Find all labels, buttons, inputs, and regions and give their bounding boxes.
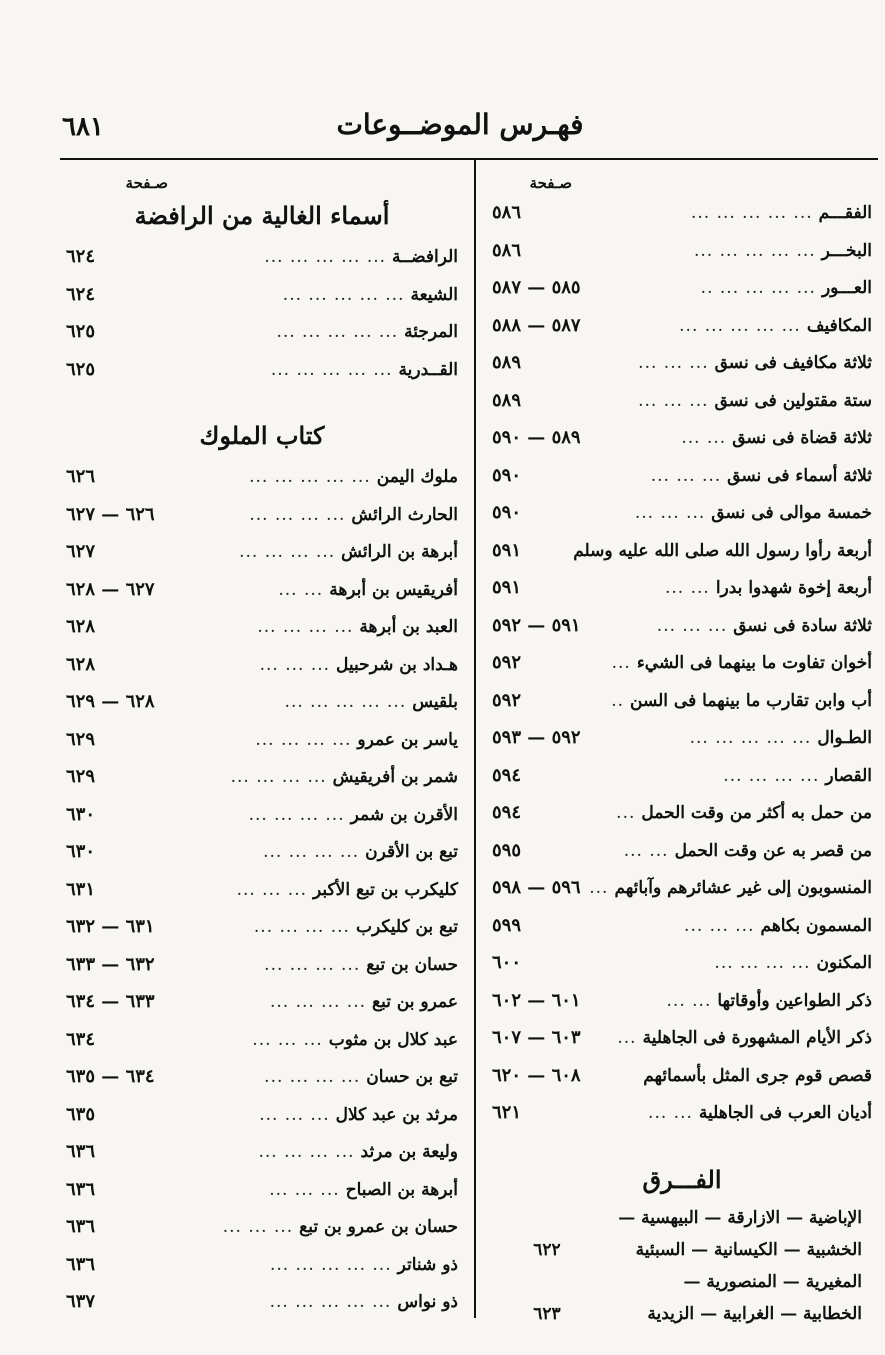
toc-entry [492,569,872,607]
entry-title: العبد بن أبرهة [359,617,458,637]
entry-title: أبرهة بن الصباح [345,1179,458,1200]
entry-pages: ٥٩٢ — ٥٩٣ [492,727,581,748]
entry-title: وليعة بن مرثد [360,1142,458,1162]
entry-pages: ٥٨٦ [492,239,522,261]
leader-dots: ... ... ... [650,465,722,486]
toc-entry [66,908,458,946]
entry-pages: ٥٩٢ [492,689,522,711]
entry-title: المكافيف [806,315,872,336]
entry-title: القصار [825,765,872,786]
toc-entry [492,494,872,532]
entry-pages: ٥٩٤ [492,764,522,786]
entry-pages: ٥٩٢ [492,652,522,673]
leader-dots: ... ... ... ... .. [700,278,816,298]
running-title: فهـرس الموضــوعات [336,108,584,141]
entry-title: الخطابية — الغرابية — الزيدية [647,1303,862,1324]
leader-dots: ... ... ... ... ... [679,315,801,336]
toc-entry [66,646,458,684]
entry-pages: ٥٩١ [492,577,522,598]
spacer [492,1132,872,1158]
entry-title: تبع بن كليكرب [355,917,458,937]
entry-pages: ٦٣٤ [66,1028,96,1050]
leader-dots: ... [611,653,631,673]
toc-entry [66,1283,458,1321]
entry-pages: ٦٣٦ [66,1216,96,1237]
column-divider [474,160,476,1318]
leader-dots: ... ... ... ... [248,804,345,825]
page-number: ٦٨١ [62,112,104,142]
toc-entry [492,644,872,682]
toc-entry [492,232,872,270]
toc-entry [66,458,458,496]
entry-pages: ٦٢١ [492,1102,522,1123]
toc-entry [492,344,872,382]
entry-list [66,458,458,1321]
entry-pages: ٦٣٠ [66,803,96,825]
entry-pages: ٥٨٥ — ٥٨٧ [492,277,581,298]
toc-entry [492,419,872,457]
entry-title: أربعة رأوا رسول الله صلى الله عليه وسلم [573,540,872,561]
section-heading: الفـــرق [642,1164,722,1194]
toc-entry [492,794,872,832]
toc-entry [66,758,458,796]
leader-dots: ... ... ... [259,654,331,675]
entry-pages: ٥٩٥ [492,839,522,861]
leader-dots: ... ... ... ... [723,765,820,786]
entry-title: ثلاثة أسماء فى نسق [727,465,872,486]
toc-entry [492,1298,872,1330]
leader-dots: ... ... ... ... ... [276,322,399,342]
entry-title: بلقيس [412,692,458,712]
toc-entry [492,682,872,720]
toc-entry [66,533,458,571]
entry-pages: ٦٣١ [66,878,96,900]
entry-pages: ٦٢٧ — ٦٢٨ [66,578,155,600]
leader-dots: ... [617,1028,637,1048]
toc-entry [492,1057,872,1095]
leader-dots: ... ... ... ... [239,542,336,562]
entry-pages: ٦٣٣ — ٦٣٤ [66,991,155,1012]
entry-title: أب وابن تقارب ما بينهما فى السن [630,690,872,711]
toc-entry [492,719,872,757]
entry-pages: ٦٣٧ [66,1291,96,1312]
entry-pages: ٦٣٦ [66,1141,96,1162]
leader-dots: ... ... [623,840,669,861]
entry-pages: ٥٩٤ [492,802,522,823]
entry-title: المسمون بكاهم [760,915,872,936]
toc-entry [492,1234,872,1266]
entry-pages: ٦٢٤ [66,246,96,267]
toc-entry [492,757,872,795]
entry-title: ستة مقتولين فى نسق [714,390,872,411]
entry-title: المكنون [816,953,872,973]
leader-dots: ... ... [648,1103,693,1123]
entry-pages: ٦٠٨ — ٦٢٠ [492,1064,581,1086]
entry-pages: ٦٠٣ — ٦٠٧ [492,1027,581,1048]
entry-title: الطـوال [817,728,872,748]
entry-title: عبد كلال بن مثوب [328,1029,458,1050]
toc-entry [66,1058,458,1096]
entry-title: ثلاثة مكافيف فى نسق [714,353,872,373]
entry-title: الفقـــم [818,203,872,223]
entry-title: الإباضية — الازارقة — البيهسية — [618,1207,862,1228]
entry-pages: ٦٢٦ — ٦٢٧ [66,503,155,525]
entry-pages: ٦٢٦ [66,466,96,487]
entry-title: تبع بن الأقرن [365,842,458,862]
entry-pages: ٥٩٠ [492,502,522,523]
leader-dots: ... ... ... ... [264,954,361,975]
entry-title: كليكرب بن تبع الأكبر [313,879,458,900]
entry-pages: ٦٢٣ [533,1303,561,1324]
entry-title: مرثد بن عبد كلال [335,1104,458,1125]
toc-entry [66,313,458,351]
entry-pages: ٥٨٩ [492,389,522,411]
leader-dots: ... ... ... [259,1104,330,1125]
entry-pages: ٦٠١ — ٦٠٢ [492,989,581,1011]
toc-entry [492,382,872,420]
entry-pages: ٥٨٩ — ٥٩٠ [492,427,581,448]
toc-entry [66,1171,458,1209]
entry-list [492,194,872,1132]
leader-dots: ... ... ... ... ... [693,240,816,261]
leader-dots: ... ... ... [656,615,728,636]
toc-entry [492,1094,872,1132]
entry-title: ملوك اليمن [376,467,458,487]
leader-dots: ... ... ... ... [714,953,811,973]
entry-title: المرجئة [404,322,458,342]
entry-title: عمرو بن تبع [372,992,458,1012]
toc-entry [66,833,458,871]
entry-pages: ٦٣٠ [66,841,96,862]
toc-entry [492,982,872,1020]
entry-title: ذكر الطواعين وأوقاتها [717,990,872,1011]
entry-title: حسان بن عمرو بن تبع [299,1217,458,1237]
left-column [66,172,458,1321]
entry-title: ثلاثة سادة فى نسق [733,615,872,636]
entry-title: هـداد بن شرحبيل [336,654,458,675]
entry-title: المنسوبون إلى غير عشائرهم وآبائهم [614,878,872,898]
toc-entry [66,871,458,909]
entry-title: قصص قوم جرى المثل بأسمائهم [643,1065,872,1086]
leader-dots: ... ... ... ... [263,842,360,862]
section-heading: أسماء الغالية من الرافضة [134,201,390,230]
leader-dots: ... [616,803,636,823]
entry-title: من حمل به أكثر من وقت الحمل [641,803,872,823]
leader-dots: ... ... ... [634,503,706,523]
right-column [492,172,872,1330]
entry-pages: ٥٨٩ [492,352,522,373]
entry-pages: ٦٢٥ [66,358,96,380]
entry-title: ذو نواس [397,1292,458,1312]
entry-pages: ٦٢٥ [66,321,96,342]
entry-pages: ٦٢٨ [66,616,96,637]
leader-dots: ... ... [666,990,712,1011]
entry-pages: ٥٩١ — ٥٩٢ [492,614,581,636]
entry-title: ياسر بن عمرو [357,729,458,750]
leader-dots: ... ... ... ... [249,504,346,525]
leader-dots: ... ... ... ... ... [269,1254,392,1275]
leader-dots: ... ... ... ... ... [269,1292,392,1312]
toc-entry [492,1266,872,1298]
entry-pages: ٦٢٩ [66,766,96,787]
toc-entry [66,1246,458,1284]
entry-title: تبع بن حسان [366,1067,458,1087]
toc-entry [66,276,458,314]
entry-title: الرافضــة [392,247,458,267]
leader-dots: ... ... ... ... ... [264,247,387,267]
section-heading: كتاب الملوك [199,421,325,450]
leader-dots: ... ... ... ... ... [284,692,407,712]
leader-dots: ... ... ... ... ... [270,359,393,380]
leader-dots: ... ... ... ... [230,767,327,787]
leader-dots: ... ... [664,578,710,598]
entry-title: أفريقيس بن أبرهة [329,579,458,600]
entry-title: أخوان تفاوت ما بينهما فى الشيء [636,653,872,673]
leader-dots: ... ... ... ... [264,1067,361,1087]
entry-pages: ٦٣١ — ٦٣٢ [66,916,155,937]
entry-pages: ٦٢٤ [66,283,96,305]
page-label: صـفحة [529,174,572,192]
leader-dots: ... ... [681,428,727,448]
toc-entry [66,608,458,646]
entry-title: المغيرية — المنصورية — [683,1271,862,1292]
entry-list [66,238,458,388]
entry-pages: ٦٣٥ [66,1103,96,1125]
entry-title: من قصر به عن وقت الحمل [674,840,872,861]
entry-pages: ٥٨٧ — ٥٨٨ [492,314,581,336]
entry-title: ذو شناتر [397,1254,458,1275]
page-label: صـفحة [125,174,168,192]
section-list [492,1202,872,1330]
toc-entry [66,351,458,389]
toc-entry [492,269,872,307]
toc-entry [66,1208,458,1246]
toc-entry [66,1096,458,1134]
entry-title: شمر بن أفريقيش [332,767,458,787]
entry-pages: ٥٩١ [492,539,522,561]
toc-entry [492,869,872,907]
toc-entry [66,983,458,1021]
entry-pages: ٦٣٦ [66,1253,96,1275]
leader-dots: ... [589,878,609,898]
leader-dots: ... ... ... [684,915,755,936]
leader-dots: ... ... ... ... [253,917,350,937]
leader-dots: .. [611,690,624,711]
toc-entry [66,683,458,721]
toc-entry [66,238,458,276]
toc-entry [492,1019,872,1057]
header-rule [60,158,878,160]
entry-pages: ٦٠٠ [492,952,522,973]
entry-pages: ٦٢٨ — ٦٢٩ [66,691,155,712]
toc-entry [492,307,872,345]
leader-dots: ... ... ... [269,1179,340,1200]
entry-title: أديان العرب فى الجاهلية [698,1103,872,1123]
entry-title: حسان بن تبع [366,954,458,975]
toc-entry [66,496,458,534]
toc-entry [492,607,872,645]
toc-entry [492,1202,872,1234]
toc-entry [492,457,872,495]
toc-entry [66,796,458,834]
entry-title: الشيعة [410,284,458,305]
entry-pages: ٦٣٤ — ٦٣٥ [66,1066,155,1087]
leader-dots: ... ... ... ... [255,729,352,750]
toc-entry [66,1133,458,1171]
entry-title: الحارث الرائش [351,504,458,525]
toc-entry [492,944,872,982]
entry-title: الخشبية — الكيسانية — السبئية [635,1239,862,1260]
leader-dots: ... ... ... ... ... [689,728,812,748]
entry-title: خمسة موالى فى نسق [711,503,872,523]
entry-pages: ٦٢٧ [66,541,96,562]
leader-dots: ... ... ... [638,353,709,373]
leader-dots: ... ... ... [252,1029,323,1050]
toc-entry [66,571,458,609]
leader-dots: ... ... ... [638,390,709,411]
entry-pages: ٦٣٢ — ٦٣٣ [66,953,155,975]
entry-pages: ٥٨٦ [492,202,522,223]
spacer [66,388,458,414]
toc-entry [492,907,872,945]
entry-title: أربعة إخوة شهدوا بدرا [715,578,872,598]
toc-entry [66,946,458,984]
entry-title: الأقرن بن شمر [350,804,458,825]
toc-entry [66,1021,458,1059]
entry-title: العـــور [821,278,872,298]
leader-dots: ... ... ... ... [258,1142,355,1162]
leader-dots: ... ... [278,579,324,600]
entry-title: القــدرية [398,359,458,380]
entry-title: ذكر الأيام المشهورة فى الجاهلية [642,1028,872,1048]
leader-dots: ... ... ... ... ... [282,284,405,305]
leader-dots: ... ... ... [222,1217,294,1237]
toc-entry [492,194,872,232]
leader-dots: ... ... ... ... [257,617,354,637]
leader-dots: ... ... ... [236,879,308,900]
entry-pages: ٥٩٩ [492,914,522,936]
entry-title: البخـــر [821,240,872,261]
entry-pages: ٦٢٢ [533,1239,561,1260]
toc-entry [492,532,872,570]
entry-pages: ٥٩٦ — ٥٩٨ [492,877,581,898]
entry-pages: ٦٢٨ [66,653,96,675]
entry-title: أبرهة بن الرائش [341,542,458,562]
entry-pages: ٥٩٠ [492,464,522,486]
leader-dots: ... ... ... ... ... [690,203,813,223]
entry-title: ثلاثة قضاة فى نسق [732,428,872,448]
leader-dots: ... ... ... ... ... [249,467,371,487]
entry-pages: ٦٢٩ [66,728,96,750]
toc-entry [492,832,872,870]
leader-dots: ... ... ... ... [269,992,367,1012]
toc-entry [66,721,458,759]
entry-pages: ٦٣٦ [66,1178,96,1200]
